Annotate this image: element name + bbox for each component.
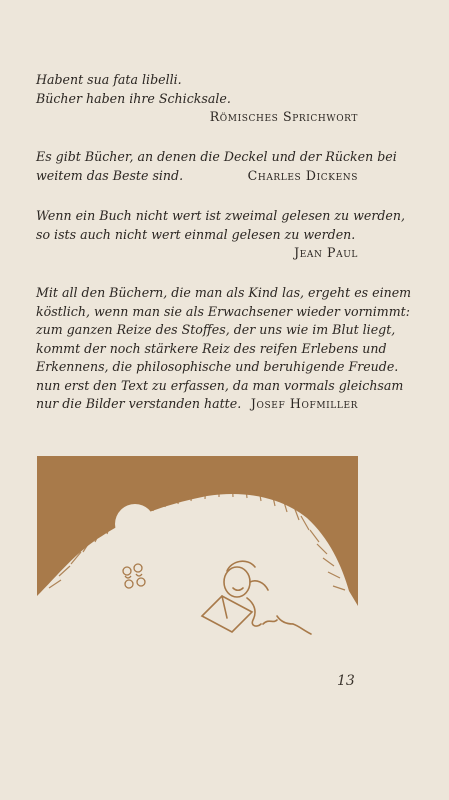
quote-line: so ists auch nicht wert einmal gelesen zu werden.: [36, 226, 356, 242]
quote-line: Es gibt Bücher, an denen die Deckel und der Rücken bei: [36, 149, 397, 164]
quote-line: Bücher haben ihre Schicksale.: [36, 90, 231, 106]
quote-line: Habent sua fata libelli.: [36, 72, 182, 87]
quote-line: Mit all den Büchern, die man als Kind las, ergeht es einem: [36, 285, 412, 300]
quote-last-row: [36, 167, 358, 186]
quote-line: nun erst den Text zu erfassen, da man vormals gleichsam: [36, 377, 404, 393]
quote-roman-proverb: [36, 71, 358, 127]
quote-line: zum ganzen Reize des Stoffes, der uns wie im Blut liegt,: [36, 322, 396, 337]
quote-line: weitem das Beste sind.: [36, 167, 184, 183]
quote-line: Erkennens, die philosophische und beruhigende Freude.: [36, 359, 399, 374]
quote-line: nur die Bilder verstanden hatte.: [36, 396, 242, 411]
quote-author: Jean Paul: [294, 245, 358, 260]
quote-dickens: [36, 148, 397, 185]
quote-author: Josef Hofmiller: [250, 396, 358, 411]
illustration-artwork: [37, 456, 358, 646]
quote-hofmiller: [36, 284, 412, 414]
quote-author: Römisches Sprichwort: [209, 109, 358, 124]
quote-jean-paul: [36, 207, 405, 263]
quote-line: kommt der noch stärkere Reiz des reifen Erlebens und: [36, 340, 387, 356]
quote-last-row: [36, 395, 358, 414]
reading-child-illustration: [37, 456, 358, 646]
quote-line: Wenn ein Buch nicht wert ist zweimal gelesen zu werden,: [36, 208, 405, 223]
page-number: 13: [337, 673, 355, 689]
quote-line: köstlich, wenn man sie als Erwachsener wieder vornimmt:: [36, 303, 410, 319]
quote-author: Charles Dickens: [247, 167, 358, 183]
